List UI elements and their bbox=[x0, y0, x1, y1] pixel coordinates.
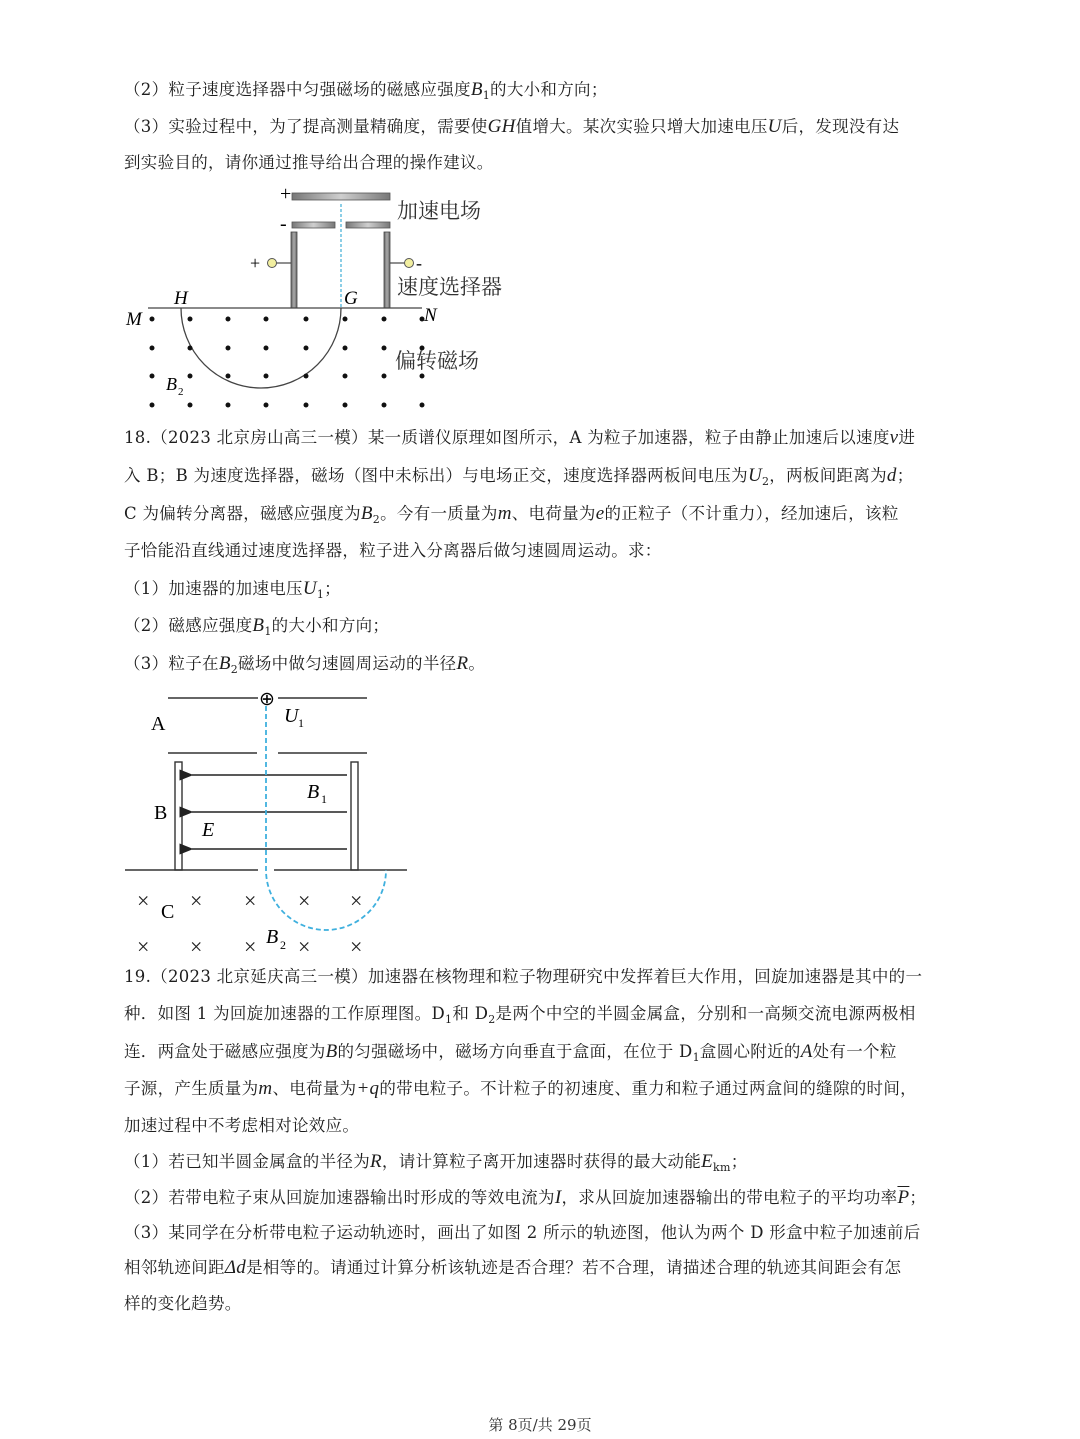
label-h: H bbox=[174, 288, 188, 309]
text: 连．两盒处于磁感应强度为 bbox=[124, 1042, 326, 1061]
terminal-positive-icon bbox=[268, 259, 277, 268]
selector-plate-left bbox=[291, 232, 297, 308]
subscript: 2 bbox=[488, 1013, 496, 1026]
text: （1）若已知半圆金属盒的半径为 bbox=[124, 1152, 370, 1171]
text: 后，发现没有达 bbox=[781, 117, 900, 136]
svg-text:×: × bbox=[137, 934, 150, 959]
terminal-negative-icon bbox=[405, 259, 414, 268]
q19-line2 bbox=[124, 1002, 916, 1026]
text: 值增大。某次实验只增大加速电压 bbox=[515, 117, 768, 136]
text: 的大小和方向； bbox=[490, 80, 608, 99]
symbol: e bbox=[595, 503, 605, 524]
symbol: Δd bbox=[224, 1257, 247, 1278]
positive-plate bbox=[292, 193, 390, 200]
selector-plate-right bbox=[351, 762, 358, 870]
text: 处有一个粒 bbox=[812, 1042, 897, 1061]
symbol: m bbox=[258, 1078, 273, 1099]
q18-line3 bbox=[124, 502, 899, 526]
label-u1: U bbox=[284, 705, 299, 727]
magnetic-field-dots bbox=[150, 317, 425, 408]
magnetic-field-crosses bbox=[137, 888, 362, 959]
svg-text:×: × bbox=[298, 934, 311, 959]
electric-field-arrows bbox=[192, 775, 347, 849]
symbol: E bbox=[701, 1151, 714, 1172]
label-accel-field: 加速电场 bbox=[397, 199, 481, 223]
symbol: B bbox=[252, 615, 265, 636]
text: （3）粒子在 bbox=[124, 654, 219, 673]
text: ，请计算粒子离开加速器时获得的最大动能 bbox=[381, 1152, 702, 1171]
symbol: +q bbox=[356, 1078, 380, 1099]
negative-plate-left bbox=[292, 222, 335, 228]
symbol: U bbox=[747, 465, 762, 486]
figure-mass-spectrometer-1 bbox=[120, 180, 520, 420]
text: 相邻轨迹间距 bbox=[124, 1258, 225, 1277]
text: ； bbox=[909, 1188, 927, 1207]
subscript: km bbox=[713, 1161, 731, 1174]
text: 、电荷量为 bbox=[272, 1079, 357, 1098]
text: 18.（2023 北京房山高三一模）某一质谱仪原理如图所示，A 为粒子加速器，粒子由静止加速后以速度 bbox=[124, 428, 890, 447]
label-b2: B bbox=[166, 374, 177, 394]
svg-text:×: × bbox=[190, 888, 203, 913]
subscript: 2 bbox=[230, 663, 239, 676]
symbol: R bbox=[370, 1151, 382, 1172]
label-deflect-field: 偏转磁场 bbox=[395, 349, 479, 373]
text: （1）加速器的加速电压 bbox=[124, 579, 303, 598]
text: 。今有一质量为 bbox=[380, 504, 498, 523]
label-m: M bbox=[126, 309, 142, 330]
svg-text:×: × bbox=[350, 888, 363, 913]
text: 子源，产生质量为 bbox=[124, 1079, 259, 1098]
label-e: E bbox=[202, 819, 215, 841]
subscript: 1 bbox=[445, 1013, 453, 1026]
label-b2-sub: 2 bbox=[280, 938, 286, 952]
symbol: $\overline{P}$ bbox=[897, 1187, 910, 1208]
label-velocity-selector: 速度选择器 bbox=[397, 275, 502, 299]
text: C 为偏转分离器，磁感应强度为 bbox=[124, 504, 361, 523]
subscript: 1 bbox=[264, 625, 272, 638]
subscript: 1 bbox=[316, 588, 325, 601]
q18-part3 bbox=[124, 652, 485, 676]
q19-line1: 19.（2023 北京延庆高三一模）加速器在核物理和粒子物理研究中发挥着巨大作用，回旋加速器是其中的一 bbox=[124, 967, 923, 986]
label-b1-sub: 1 bbox=[321, 792, 327, 806]
label-a: A bbox=[151, 713, 166, 735]
q19-part3-line2 bbox=[124, 1256, 901, 1280]
subscript: 2 bbox=[372, 513, 381, 526]
label-b2-sub: 2 bbox=[178, 386, 184, 398]
label-u1-sub: 1 bbox=[298, 716, 304, 730]
text: 是两个中空的半圆金属盒，分别和一高频交流电源两极相 bbox=[495, 1004, 916, 1023]
symbol: m bbox=[497, 503, 512, 524]
symbol: I bbox=[554, 1187, 562, 1208]
symbol: A bbox=[800, 1041, 813, 1062]
text: 的大小和方向； bbox=[271, 616, 390, 635]
svg-text:×: × bbox=[350, 934, 363, 959]
q18-line2 bbox=[124, 464, 914, 488]
text: （2）粒子速度选择器中匀强磁场的磁感应强度 bbox=[124, 80, 471, 99]
svg-text:×: × bbox=[137, 888, 150, 913]
symbol: d bbox=[886, 465, 897, 486]
negative-plate-right bbox=[346, 222, 390, 228]
q18-line1 bbox=[124, 426, 915, 450]
subscript: 1 bbox=[692, 1051, 700, 1064]
q18-part2 bbox=[124, 614, 389, 638]
symbol: B bbox=[360, 503, 373, 524]
text: 、电荷量为 bbox=[511, 504, 596, 523]
q19-part1 bbox=[124, 1150, 748, 1174]
plus-sign: + bbox=[280, 183, 292, 205]
selector-plate-right bbox=[384, 232, 390, 308]
symbol: GH bbox=[487, 116, 516, 137]
semicircle-trajectory bbox=[181, 308, 341, 388]
text: 入 B；B 为速度选择器，磁场（图中未标出）与电场正交，速度选择器两板间电压为 bbox=[124, 466, 748, 485]
text: 进 bbox=[898, 428, 916, 447]
label-b1: B bbox=[307, 781, 320, 803]
subscript: 1 bbox=[482, 89, 491, 102]
text: 的匀强磁场中，磁场方向垂直于盒面，在位于 D bbox=[337, 1042, 693, 1061]
svg-text:×: × bbox=[244, 934, 257, 959]
label-b2: B bbox=[266, 926, 279, 948]
symbol: v bbox=[889, 427, 899, 448]
q17-part3-line2: 到实验目的，请你通过推导给出合理的操作建议。 bbox=[124, 153, 494, 172]
symbol: B bbox=[218, 653, 231, 674]
page-number: 第 8页/共 29页 bbox=[488, 1416, 592, 1434]
label-b: B bbox=[154, 802, 168, 824]
text: ； bbox=[730, 1152, 748, 1171]
q18-line4: 子恰能沿直线通过速度选择器，粒子进入分离器后做匀速圆周运动。求： bbox=[124, 541, 662, 560]
selector-plate-left bbox=[175, 762, 182, 870]
q19-part2 bbox=[124, 1186, 926, 1210]
q19-line4 bbox=[124, 1077, 917, 1101]
particle-path bbox=[266, 706, 386, 930]
plus-terminal-sign: + bbox=[250, 253, 261, 273]
symbol: R bbox=[456, 653, 469, 674]
q17-part2 bbox=[124, 78, 608, 102]
symbol: U bbox=[302, 578, 317, 599]
q19-part3-line1: （3）某同学在分析带电粒子运动轨迹时，画出了如图 2 所示的轨迹图，他认为两个 D 形盒中粒子加速前后 bbox=[124, 1223, 921, 1242]
minus-sign: - bbox=[280, 213, 287, 235]
q19-line5: 加速过程中不考虑相对论效应。 bbox=[124, 1116, 360, 1135]
text: 的正粒子（不计重力），经加速后，该粒 bbox=[604, 504, 899, 523]
text: ； bbox=[896, 466, 914, 485]
symbol: U bbox=[767, 116, 782, 137]
minus-terminal-sign: - bbox=[416, 253, 422, 273]
text: （2）若带电粒子束从回旋加速器输出时形成的等效电流为 bbox=[124, 1188, 555, 1207]
text: 磁场中做匀速圆周运动的半径 bbox=[238, 654, 457, 673]
svg-text:×: × bbox=[298, 888, 311, 913]
q17-part3-line1 bbox=[124, 115, 899, 139]
q19-line3 bbox=[124, 1040, 897, 1064]
svg-text:×: × bbox=[244, 888, 257, 913]
text: 和 D bbox=[452, 1004, 489, 1023]
text: 盒圆心附近的 bbox=[699, 1042, 801, 1061]
text: 种．如图 1 为回旋加速器的工作原理图。D bbox=[124, 1004, 446, 1023]
positive-particle-icon: ⊕ bbox=[259, 689, 275, 710]
figure-mass-spectrometer-2 bbox=[120, 680, 420, 960]
text: （2）磁感应强度 bbox=[124, 616, 253, 635]
label-c: C bbox=[161, 901, 175, 923]
label-n: N bbox=[424, 305, 437, 326]
text: ； bbox=[324, 579, 341, 598]
svg-text:×: × bbox=[190, 934, 203, 959]
symbol: B bbox=[325, 1041, 338, 1062]
text: 是相等的。请通过计算分析该轨迹是否合理？若不合理，请描述合理的轨迹其间距会有怎 bbox=[246, 1258, 902, 1277]
q18-part1 bbox=[124, 577, 341, 601]
q19-part3-line3: 样的变化趋势。 bbox=[124, 1294, 242, 1313]
subscript: 2 bbox=[761, 475, 770, 488]
text: 的带电粒子。不计粒子的初速度、重力和粒子通过两盒间的缝隙的时间， bbox=[379, 1079, 917, 1098]
label-g: G bbox=[344, 288, 358, 309]
symbol: B bbox=[470, 79, 483, 100]
text: （3）实验过程中，为了提高测量精确度，需要使 bbox=[124, 117, 488, 136]
text: 。 bbox=[468, 654, 486, 673]
text: ，两板间距离为 bbox=[769, 466, 887, 485]
text: ，求从回旋加速器输出的带电粒子的平均功率 bbox=[561, 1188, 898, 1207]
